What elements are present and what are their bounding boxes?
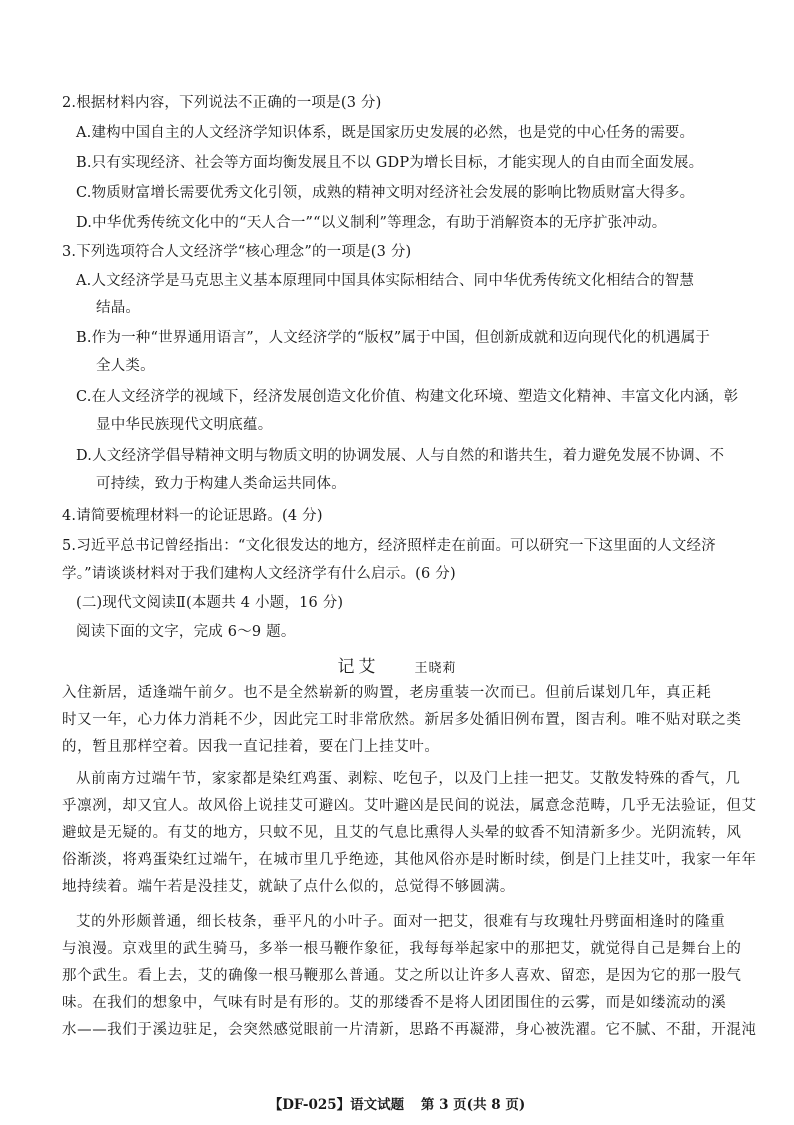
question-3-option-c-line1: C.在人文经济学的视域下，经济发展创造文化价值、构建文化环境、塑造文化精神、丰富文化内涵，彰 [76, 389, 739, 405]
reading-instruction: 阅读下面的文字，完成 6～9 题。 [76, 624, 296, 640]
article-title: 记艾 [337, 657, 380, 677]
question-5-line2: 学。”请谈谈材料对于我们建构人文经济学有什么启示。(6 分) [62, 566, 456, 582]
article-title-row [0, 652, 794, 677]
paragraph-2-line: 乎凛冽，却又宜人。故风俗上说挂艾可避凶。艾叶避凶是民间的说法，属意念范畴，几乎无法验证，但艾 [62, 798, 757, 814]
question-4: 4.请简要梳理材料一的论证思路。(4 分) [62, 508, 323, 524]
question-2-option-d: D.中华优秀传统文化中的“天人合一”“以义制利”等理念，有助于消解资本的无序扩张冲动。 [76, 215, 667, 231]
question-3-option-d-line1: D.人文经济学倡导精神文明与物质文明的协调发展、人与自然的和谐共生，着力避免发展不协调、不 [76, 448, 725, 464]
paragraph-3-line: 艾的外形颇普通，细长枝条，垂平凡的小叶子。面对一把艾，很难有与玫瑰牡丹劈面相逢时的隆重 [76, 914, 726, 930]
paragraph-2-line: 从前南方过端午节，家家都是染红鸡蛋、剥粽、吃包子，以及门上挂一把艾。艾散发特殊的香气，几 [76, 771, 741, 787]
question-3-option-a-line2: 结晶。 [96, 300, 141, 316]
question-3-option-b-line2: 全人类。 [96, 358, 155, 374]
paragraph-3-line: 那个武生。看上去，艾的确像一根马鞭那么普通。艾之所以让许多人喜欢、留恋，是因为它的那一股气 [62, 968, 742, 984]
paragraph-2-line: 地持续着。端午若是没挂艾，就缺了点什么似的，总觉得不够圆满。 [62, 879, 515, 895]
paragraph-2-line: 避蚊是无疑的。有艾的地方，只蚊不见，且艾的气息比熏得人头晕的蚊香不知清新多少。光阴流转，风 [62, 825, 742, 841]
question-3-stem: 3.下列选项符合人文经济学“核心理念”的一项是(3 分) [62, 244, 412, 260]
paragraph-1-line: 时又一年，心力体力消耗不少，因此完工时非常欣然。新居多处循旧例布置，图吉利。唯不贴对联之类 [62, 712, 742, 728]
paragraph-1-line: 的，暂且那样空着。因我一直记挂着，要在门上挂艾叶。 [62, 739, 440, 755]
question-3-option-c-line2: 显中华民族现代文明底蕴。 [96, 417, 273, 433]
question-3-option-b-line1: B.作为一种“世界通用语言”，人文经济学的“版权”属于中国，但创新成就和迈向现代化的机遇属于 [76, 330, 711, 346]
question-2-option-a: A.建构中国自主的人文经济学知识体系，既是国家历史发展的必然，也是党的中心任务的需要。 [76, 125, 695, 141]
question-5-line1: 5.习近平总书记曾经指出：“文化很发达的地方，经济照样走在前面。可以研究一下这里面的人文经济 [62, 538, 716, 554]
paragraph-1-line: 入住新居，适逢端午前夕。也不是全然崭新的购置，老房重装一次而已。但前后谋划几年，真正耗 [62, 685, 712, 701]
exam-code: 【DF-025】语文试题 [268, 1097, 405, 1113]
paragraph-3-line: 与浪漫。京戏里的武生骑马，多举一根马鞭作象征，我每每举起家中的那把艾，就觉得自己是舞台上的 [62, 941, 742, 957]
article-author: 王晓莉 [414, 661, 457, 676]
section-heading: (二)现代文阅读Ⅱ(本题共 4 小题，16 分) [76, 595, 344, 611]
paragraph-2-line: 俗渐淡，将鸡蛋染红过端午，在城市里几乎绝迹，其他风俗亦是时断时续，倒是门上挂艾叶，我家一年年 [62, 852, 757, 868]
paragraph-3-line: 味。在我们的想象中，气味有时是有形的。艾的那缕香不是将人团团围住的云雾，而是如缕流动的溪 [62, 995, 727, 1011]
page-footer [0, 1093, 794, 1113]
question-2-option-b: B.只有实现经济、社会等方面均衡发展且不以 GDP为增长目标，才能实现人的自由而全面发展。 [76, 155, 704, 171]
paragraph-3-line: 水——我们于溪边驻足，会突然感觉眼前一片清新，思路不再凝滞，身心被洗濯。它不腻、不甜，开混沌 [62, 1022, 757, 1038]
question-2-option-c: C.物质财富增长需要优秀文化引领，成熟的精神文明对经济社会发展的影响比物质财富大得多。 [76, 185, 695, 201]
question-2-stem: 2.根据材料内容，下列说法不正确的一项是(3 分) [62, 95, 382, 111]
question-3-option-a-line1: A.人文经济学是马克思主义基本原理同中国具体实际相结合、同中华优秀传统文化相结合的智慧 [76, 273, 695, 289]
page-number: 第 3 页(共 8 页) [420, 1097, 526, 1113]
question-3-option-d-line2: 可持续，致力于构建人类命运共同体。 [96, 476, 346, 492]
